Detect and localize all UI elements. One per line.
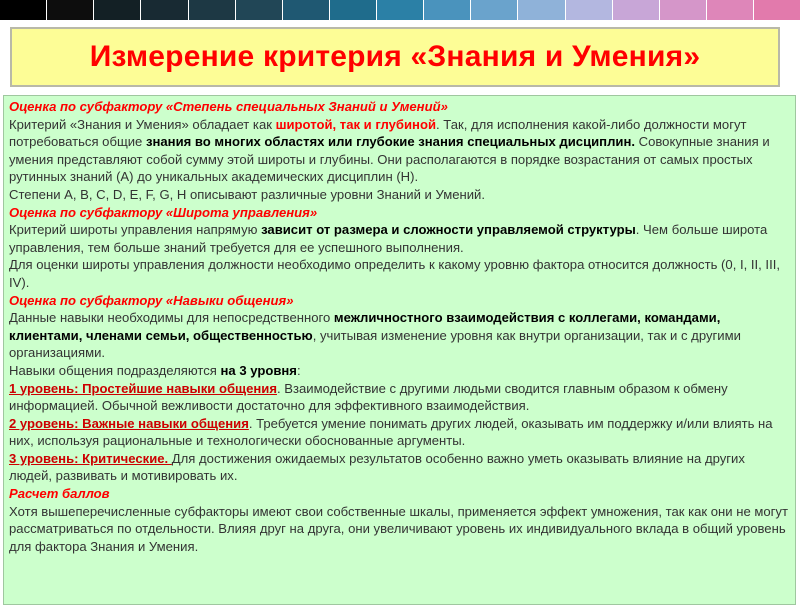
text-span: Навыки общения подразделяются bbox=[9, 362, 221, 378]
paragraph-scoring: Хотя вышеперечисленные субфакторы имеют свои собственные шкалы, применяется эффект умножения, так как они не могут рассматриваться по отдельности. Влияя друг на друга, они увеличивают уровень их индивидуального вклада в общий уровень для фактора Знания и Умения. bbox=[9, 503, 788, 554]
color-swatch bbox=[613, 0, 660, 20]
color-swatch bbox=[47, 0, 94, 20]
section-heading-scoring: Расчет баллов bbox=[9, 486, 110, 502]
color-swatch bbox=[424, 0, 471, 20]
level-2-item bbox=[9, 415, 790, 450]
color-swatch bbox=[283, 0, 330, 20]
text-span: Критерий широты управления напрямую bbox=[9, 222, 262, 238]
level-2-label: 2 уровень: Важные навыки общения bbox=[9, 415, 249, 431]
text-span: Данные навыки необходимы для непосредственного bbox=[9, 310, 334, 326]
paragraph-management bbox=[9, 221, 790, 256]
color-swatch bbox=[754, 0, 800, 20]
color-swatch bbox=[660, 0, 707, 20]
level-3-text: Для достижения ожидаемых результатов особенно важно уметь оказывать влияние на других людей, развивать и мотивировать их. bbox=[9, 450, 745, 484]
level-1-label: 1 уровень: Простейшие навыки общения bbox=[9, 380, 277, 396]
color-swatch bbox=[471, 0, 518, 20]
text-span: Критерий «Знания и Умения» обладает как bbox=[9, 116, 276, 132]
bold-text: зависит от размера и сложности управляемой структуры bbox=[261, 222, 636, 238]
color-swatch bbox=[0, 0, 47, 20]
color-swatch bbox=[236, 0, 283, 20]
paragraph-communication bbox=[9, 309, 790, 362]
section-heading-knowledge: Оценка по субфактору «Степень специальных Знаний и Умений» bbox=[9, 99, 448, 114]
text-span: Совокупные знания и умения представляют собой сумму этой широты и глубины. Они располагаются в порядке возрастания от самых простых рутинных знаний (А) до уникальных академических дисциплин (Н). bbox=[9, 134, 770, 185]
text-span: . Чем больше широта управления, тем больше знаний требуется для ее успешного выполнения. bbox=[9, 222, 768, 255]
level-3-item bbox=[9, 450, 790, 485]
text-span: , учитывая изменение уровня как внутри организации, так и с другими организациями. bbox=[9, 327, 741, 361]
bold-text: межличностного взаимодействия с коллегами, командами, клиентами, членами семьи, общественностью bbox=[9, 310, 721, 343]
color-swatch bbox=[377, 0, 424, 20]
color-swatch bbox=[566, 0, 613, 20]
paragraph-knowledge bbox=[9, 116, 790, 186]
emphasis-text: широтой, так и глубиной bbox=[275, 116, 437, 132]
level-1-text: . Взаимодействие с другими людьми сводится главным образом к обмену информацией. Обычной вежливости достаточно для эффективного взаимодействия. bbox=[9, 380, 728, 414]
level-3-label: 3 уровень: Критические. bbox=[9, 450, 172, 466]
text-span: . Так, для исполнения какой-либо должности могут потребоваться общие bbox=[9, 116, 747, 150]
color-swatch bbox=[94, 0, 141, 20]
text-span: : bbox=[296, 362, 301, 378]
level-2-text: . Требуется умение понимать других людей, оказывать им поддержку и/или влиять на них, используя рациональные и технологически обоснованные аргументы. bbox=[9, 415, 773, 449]
color-swatch bbox=[141, 0, 188, 20]
color-swatch bbox=[189, 0, 236, 20]
level-1-item bbox=[9, 380, 790, 415]
bold-text: на 3 уровня bbox=[220, 362, 297, 378]
paragraph-levels: Степени A, B, C, D, E, F, G, H описывают различные уровни Знаний и Умений. bbox=[9, 186, 486, 202]
color-swatch-bar bbox=[0, 0, 800, 20]
bold-text: знания во многих областях или глубокие знания специальных дисциплин. bbox=[145, 134, 635, 150]
section-heading-management: Оценка по субфактору «Широта управления» bbox=[9, 204, 318, 220]
title-box bbox=[10, 27, 780, 87]
color-swatch bbox=[330, 0, 377, 20]
page-title: Измерение критерия «Знания и Умения» bbox=[89, 40, 701, 73]
color-swatch bbox=[518, 0, 565, 20]
color-swatch bbox=[707, 0, 754, 20]
paragraph-management-levels: Для оценки широты управления должности необходимо определить к какому уровню фактора относится должность (0, I, II, III, IV). bbox=[9, 257, 780, 290]
paragraph-communication-levels bbox=[9, 362, 790, 380]
content-panel bbox=[3, 95, 796, 605]
section-heading-communication: Оценка по субфактору «Навыки общения» bbox=[9, 292, 294, 308]
